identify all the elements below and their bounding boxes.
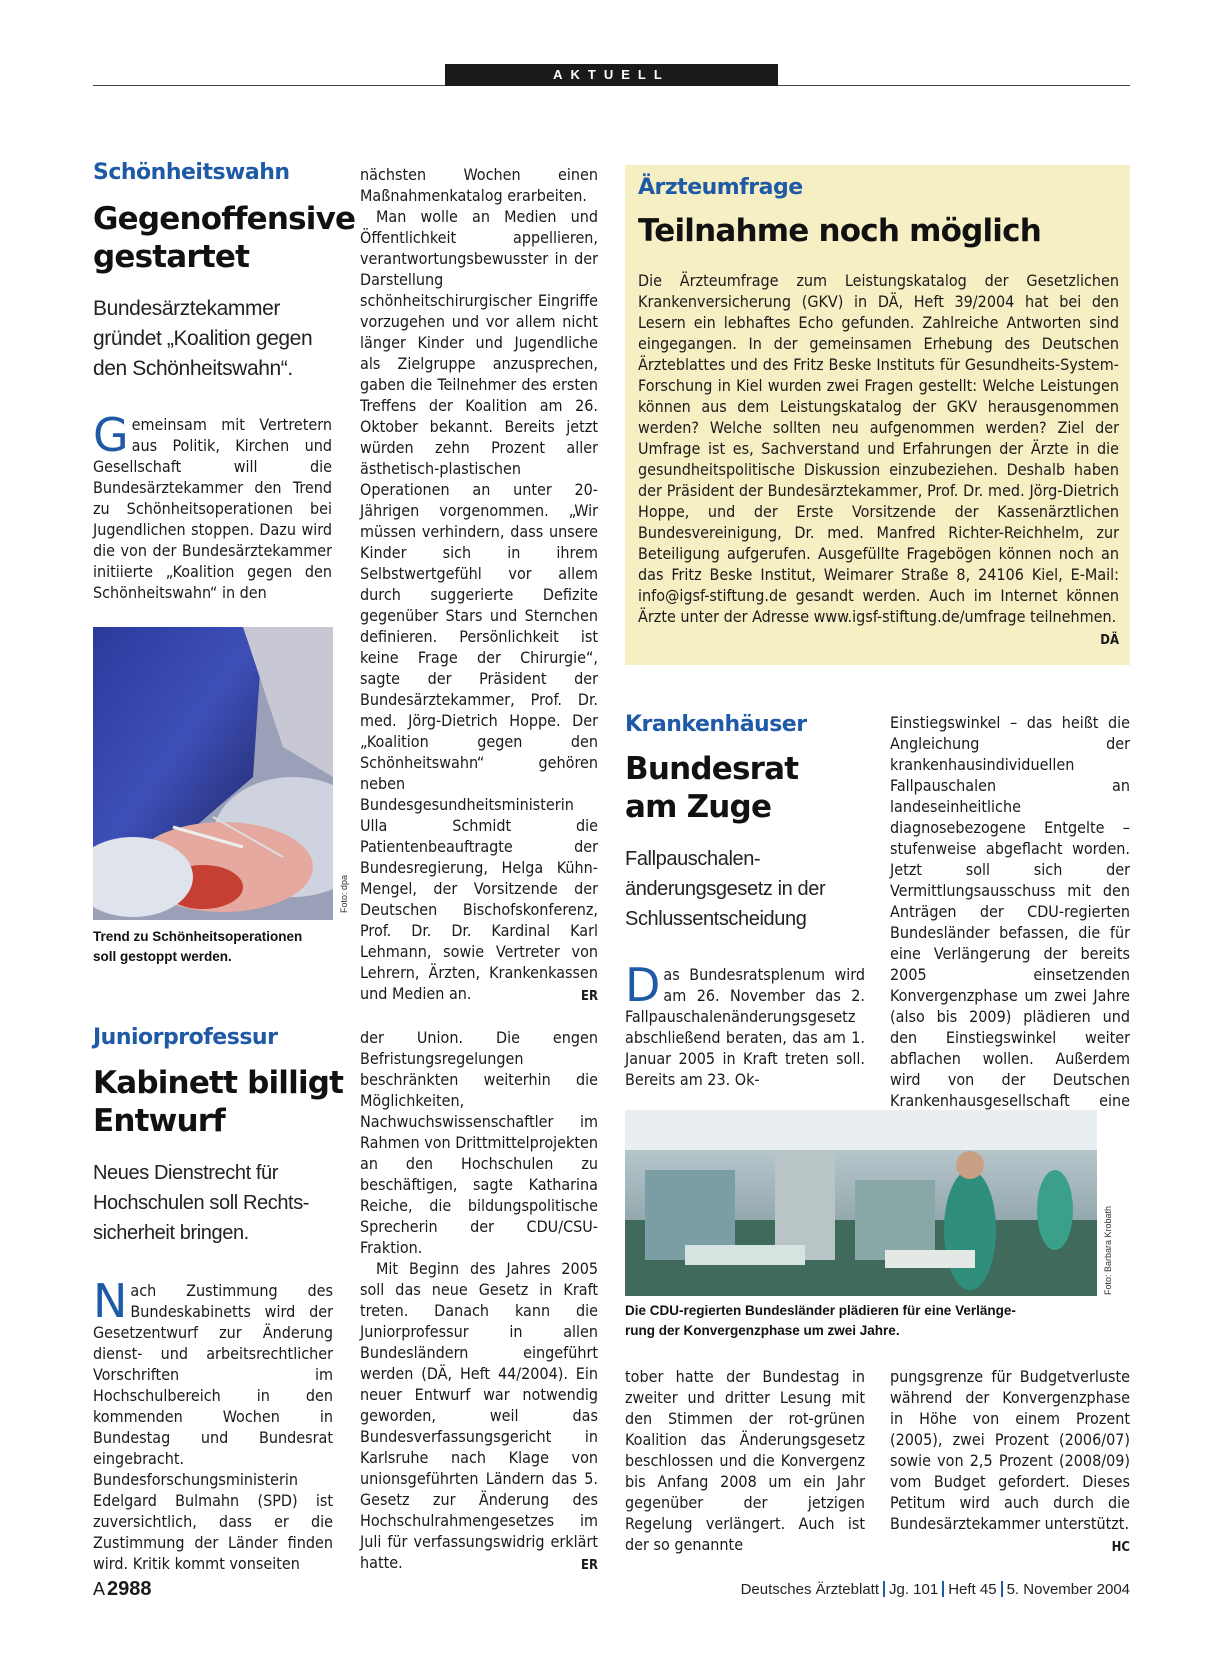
section-header: AKTUELL bbox=[445, 64, 778, 86]
article2-subhead bbox=[625, 844, 875, 934]
surgery-photo bbox=[93, 627, 333, 920]
article3-kicker: Juniorprofessur bbox=[93, 1025, 278, 1050]
article2-photo-caption bbox=[625, 1301, 1130, 1341]
footer-separator bbox=[883, 1581, 885, 1597]
article3-headline bbox=[93, 1064, 353, 1140]
article2-column3 bbox=[625, 1366, 865, 1555]
article2-kicker: Krankenhäuser bbox=[625, 712, 807, 737]
article1-subhead-line3: den Schönheitswahn“. bbox=[93, 357, 293, 380]
article3-dropcap: N bbox=[93, 1274, 128, 1328]
article2-photo-credit: Foto: Barbara Krobath bbox=[1103, 1205, 1113, 1295]
box-text-body: Die Ärzteumfrage zum Leistungskatalog der Gesetzlichen Krankenversicherung (GKV) in DÄ, Heft 39/2004 hat bei den Lesern ein lebhaftes Echo gefunden. Zahlreiche Antworten sind eingegangen. In der gemeinsamen Erhebung des Deutschen Ärzteblattes und des Fritz Beske Instituts für Gesundheits-System-Forschung in Kiel wurden zwei Fragen gestellt: Welche Leistungen können aus dem Leistungskatalog der GKV herausgenommen werden? Welche sollten neu aufgenommen werden? Ziel der Umfrage ist es, Sachverstand und Erfahrungen der Ärzte in die gesundheitspolitische Diskussion einzubeziehen. Deshalb haben der Präsident der Bundesärztekammer, Prof. Dr. med. Jörg-Dietrich Hoppe, und der Erste Vorsitzende der Kassenärztlichen Bundesvereinigung, Dr. med. Manfred Richter-Reichhelm, zur Beteiligung aufgerufen. Ausgefüllte Fragebögen können noch an das Fritz Beske Institut, Weimarer Straße 8, 24106 Kiel, E-Mail: info@igsf-stiftung.de gesandt werden. Auch im Internet können Ärzte unter der Adresse www.igsf-stiftung.de/umfrage teilnehmen. bbox=[638, 271, 1119, 626]
article1-headline bbox=[93, 200, 356, 276]
journal-volume: Jg. 101 bbox=[889, 1581, 939, 1598]
article2-col1-text: as Bundesratsplenum wird am 26. November das 2. Fallpauschalenänderungsgesetz abschließend beraten, das am 1. Januar 2005 in Kraft treten soll. Bereits am 23. Ok- bbox=[625, 965, 865, 1089]
article2-caption-line2: rung der Konvergenzphase um zwei Jahre. bbox=[625, 1323, 900, 1338]
article3-subhead-line3: sicherheit bringen. bbox=[93, 1222, 249, 1244]
article3-headline-line2: Entwurf bbox=[93, 1103, 225, 1139]
article2-subhead-line1: Fallpauschalen- bbox=[625, 848, 761, 870]
article1-dropcap: G bbox=[93, 408, 129, 462]
surgery-photo-illustration bbox=[93, 627, 333, 920]
article1-photo-credit: Foto: dpa bbox=[339, 874, 349, 913]
article3-subhead-line1: Neues Dienstrecht für bbox=[93, 1162, 279, 1184]
article2-subhead-line3: Schlussentscheidung bbox=[625, 908, 807, 930]
article2-column1 bbox=[625, 958, 865, 1090]
article3-col1-text: ach Zustimmung des Bundeskabinetts wird der Gesetzentwurf zur Änderung dienst- und arbeitsrechtlicher Vorschriften im Hochschulbereich in den kommenden Wochen in Bundestag und Bundesrat eingebracht. Bundesforschungsministerin Edelgard Bulmahn (SPD) ist zuversichtlich, dass er die Zustimmung der Länder finden wird. Kritik kommt vonseiten bbox=[93, 1281, 333, 1573]
journal-date: 5. November 2004 bbox=[1006, 1581, 1130, 1598]
footer-separator bbox=[942, 1581, 944, 1597]
article1-col2-paragraph1: nächsten Wochen einen Maßnahmenkatalog erarbeiten. bbox=[360, 165, 598, 205]
article2-caption-line1: Die CDU-regierten Bundesländer plädieren für eine Verlänge- bbox=[625, 1303, 1016, 1318]
article2-signature: HC bbox=[1111, 1540, 1130, 1555]
article1-photo-caption bbox=[93, 927, 353, 967]
article1-subhead bbox=[93, 294, 353, 384]
article2-headline-line1: Bundesrat bbox=[625, 751, 799, 787]
article2-col3-text: tober hatte der Bundestag in zweiter und dritter Lesung mit den Stimmen der rot-grünen Koalition das Änderungsgesetz beschlossen und die Konvergenz bis Anfang 2008 um ein Jahr gegenüber der jetzigen Regelung verlängert. Auch ist der so genannte bbox=[625, 1367, 865, 1554]
article1-headline-line1: Gegenoffensive bbox=[93, 201, 356, 237]
box-signature: DÄ bbox=[1100, 633, 1119, 648]
article2-headline bbox=[625, 750, 865, 826]
journal-name: Deutsches Ärzteblatt bbox=[740, 1581, 879, 1598]
article1-column1 bbox=[93, 408, 332, 603]
footer-separator bbox=[1001, 1581, 1003, 1597]
article3-column1 bbox=[93, 1274, 333, 1574]
hospital-photo bbox=[625, 1110, 1097, 1296]
article3-col2-paragraph2-text: Mit Beginn des Jahres 2005 soll das neue Gesetz in Kraft treten. Danach kann die Juniorprofessur in allen Bundesländern eingeführt werden (DÄ, Heft 44/2004). Ein neuer Entwurf war notwendig geworden, weil das Bundesverfassungsgericht in Karlsruhe nach Klage von unionsgeführten Ländern das 5. Gesetz zur Änderung des Hochschulrahmengesetzes im Juli für verfassungswidrig erklärt hatte. bbox=[360, 1259, 598, 1572]
article3-subhead bbox=[93, 1158, 353, 1248]
page-prefix: A bbox=[93, 1579, 106, 1599]
article2-dropcap: D bbox=[625, 958, 661, 1012]
journal-footer bbox=[741, 1581, 1130, 1598]
article2-col2-text: Einstiegswinkel – das heißt die Angleichung der krankenhausindividuellen Fallpauschalen an landeseinheitliche diagnosebezogene Entgelte – stufenweise abgeflacht worden. Jetzt soll sich der Vermittlungsausschuss mit den Anträgen der CDU-regierten Bundesländer befassen, die für eine Verlängerung der bereits 2005 einsetzenden Konvergenzphase um zwei Jahre (also bis 2009) plädieren und den Einstiegswinkel weiter abflachen wollen. Außerdem wird von der Deutschen Krankenhausgesellschaft eine bbox=[890, 713, 1130, 1110]
article3-headline-line1: Kabinett billigt bbox=[93, 1065, 344, 1101]
article1-caption-line2: soll gestoppt werden. bbox=[93, 949, 232, 964]
article1-subhead-line1: Bundesärztekammer bbox=[93, 297, 280, 320]
article2-column4 bbox=[890, 1366, 1130, 1558]
hospital-photo-illustration bbox=[625, 1110, 1097, 1296]
article1-kicker: Schönheitswahn bbox=[93, 160, 290, 185]
journal-issue: Heft 45 bbox=[948, 1581, 997, 1598]
box-headline: Teilnahme noch möglich bbox=[638, 213, 1041, 249]
article1-col2-paragraph2 bbox=[360, 206, 598, 1004]
article1-col2-paragraph2-text: Man wolle an Medien und Öffentlichkeit appellieren, verantwortungsbewusster in der Darstellung schönheitschirurgischer Eingriffe vorzugehen und vor allem nicht länger Kinder und Jugendliche als Zielgruppe anzusprechen, gaben die Teilnehmer des ersten Treffens der Koalition am 26. Oktober bekannt. Bereits jetzt würden zehn Prozent aller ästhetisch-plastischen Operationen an unter 20-Jährigen vorgenommen. „Wir müssen verhindern, dass unsere Kinder sich in ihrem Selbstwertgefühl vor allem durch suggerierte Defizite gegenüber Stars und Sternchen definieren. Persönlichkeit ist keine Frage der Chirurgie“, sagte der Präsident der Bundesärztekammer, Prof. Dr. med. Jörg-Dietrich Hoppe. Der „Koalition gegen den Schönheitswahn“ gehören neben Bundesgesundheitsministerin Ulla Schmidt die Patientenbeauftragte der Bundesregierung, Helga Kühn-Mengel, der Vorsitzende der Deutschen Bischofskonferenz, Prof. Dr. Dr. Kardinal Karl Lehmann, sowie Vertreter von Lehrern, Ärzten, Krankenkassen und Medien an. bbox=[360, 207, 598, 1003]
article1-signature: ER bbox=[581, 989, 598, 1004]
page-number-value: 2988 bbox=[107, 1578, 152, 1600]
article2-headline-line2: am Zuge bbox=[625, 789, 772, 825]
article1-col1-text: emeinsam mit Vertretern aus Politik, Kirchen und Gesellschaft will die Bundesärztekammer den Trend zu Schönheitsoperationen bei Jugendlichen stoppen. Dazu wird die von der Bundesärztekammer initiierte „Koalition gegen den Schönheitswahn“ in den bbox=[93, 415, 332, 602]
article1-headline-line2: gestartet bbox=[93, 239, 250, 275]
article2-col4-text: pungsgrenze für Budgetverluste während der Konvergenzphase in Höhe von einem Prozent (2005), zwei Prozent (2006/07) sowie von 2,5 Prozent (2008/09) vom Budget gefordert. Dieses Petitum wird auch durch die Bundesärztekammer unterstützt. bbox=[890, 1367, 1130, 1533]
article3-subhead-line2: Hochschulen soll Rechts- bbox=[93, 1192, 310, 1214]
article3-column2 bbox=[360, 1027, 598, 1576]
box-kicker: Ärzteumfrage bbox=[638, 175, 803, 200]
article2-column2 bbox=[890, 712, 1130, 1132]
article1-caption-line1: Trend zu Schönheitsoperationen bbox=[93, 929, 303, 944]
article3-signature: ER bbox=[581, 1558, 598, 1573]
article2-subhead-line2: änderungsgesetz in der bbox=[625, 878, 826, 900]
box-text bbox=[638, 270, 1119, 651]
article3-col2-paragraph1: der Union. Die engen Befristungsregelungen beschränkten weiterhin die Möglichkeiten, Nachwuchswissenschaftler im Rahmen von Drittmittelprojekten an den Hochschulen zu beschäftigen, sagte Katharina Reiche, die bildungspolitische Sprecherin der CDU/CSU-Fraktion. bbox=[360, 1028, 598, 1257]
page-number bbox=[93, 1578, 152, 1601]
article1-column2 bbox=[360, 164, 598, 1007]
article1-subhead-line2: gründet „Koalition gegen bbox=[93, 327, 313, 350]
article3-col2-paragraph2 bbox=[360, 1258, 598, 1573]
